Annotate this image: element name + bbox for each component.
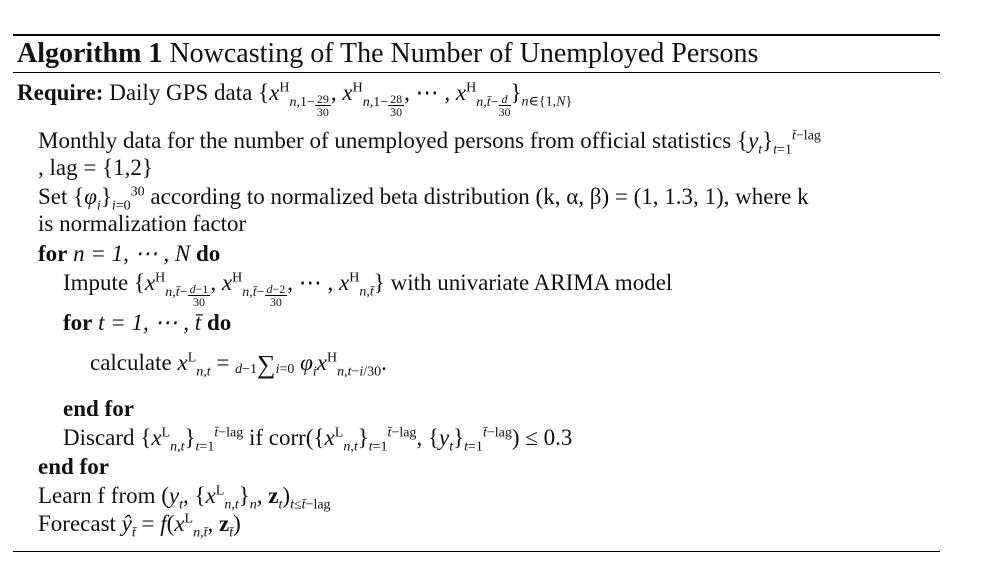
require-text: Daily GPS data bbox=[109, 80, 253, 105]
discard-formula-b: $\{x^L_{n,t}\}_{t=1}^{t̄-lag}$, $\{y_t\}_{t=1}^{t̄-lag}$ bbox=[313, 425, 512, 455]
monthly-text: Monthly data for the number of unemployed persons from official statistics bbox=[38, 128, 732, 153]
require-formula: {$x^H_{n,1- \frac{29}{30}}$ , $x^H_{n,1- \frac{28}{30}}$ , ⋯ , $x^H_{n,t̄- \frac{d}{30}}$ }$_{n\in\{1,N\}}$ bbox=[258, 80, 573, 119]
algorithm-label: Algorithm 1 bbox=[17, 38, 163, 69]
algorithm-name: Nowcasting of The Number of Unemployed Persons bbox=[169, 38, 759, 69]
algorithm-title bbox=[13, 36, 940, 72]
for-t-range: t = 1, ⋯ , t̄ bbox=[98, 310, 202, 335]
for-keyword: for bbox=[38, 241, 68, 266]
impute-text: with univariate ARIMA model bbox=[390, 270, 673, 295]
line-discard bbox=[63, 424, 573, 455]
require-keyword: Require: bbox=[17, 80, 104, 105]
endfor-keyword-outer: end for bbox=[38, 454, 109, 479]
bottom-rule bbox=[13, 551, 940, 552]
line-require bbox=[17, 79, 572, 118]
discard-threshold: ) ≤ 0.3 bbox=[511, 425, 573, 450]
line-set bbox=[38, 183, 809, 214]
line-for-t bbox=[63, 309, 231, 337]
do-keyword: do bbox=[196, 241, 221, 266]
for-keyword-inner: for bbox=[63, 310, 93, 335]
line-calculate bbox=[90, 349, 387, 380]
line-monthly bbox=[38, 127, 821, 158]
algorithm-box bbox=[13, 34, 940, 552]
line-lag bbox=[38, 154, 153, 182]
impute-keyword: Impute bbox=[63, 270, 129, 295]
line-impute bbox=[63, 269, 672, 308]
line-endfor-inner bbox=[63, 395, 134, 423]
calculate-keyword: calculate bbox=[90, 350, 172, 375]
monthly-formula: $\{y_t\}_{t=1}^{t̄-lag}$ bbox=[737, 128, 821, 158]
line-for-n bbox=[38, 240, 220, 268]
endfor-keyword-inner: end for bbox=[63, 396, 134, 421]
discard-if: if corr( bbox=[248, 425, 314, 450]
set-keyword: Set bbox=[38, 184, 68, 209]
set-text-cont: is normalization factor bbox=[38, 211, 247, 236]
line-endfor-outer bbox=[38, 453, 109, 481]
line-learn bbox=[38, 482, 331, 513]
line-set-cont bbox=[38, 210, 246, 238]
discard-keyword: Discard bbox=[63, 425, 135, 450]
for-n-range: n = 1, ⋯ , N bbox=[73, 241, 191, 266]
learn-formula: ($y_t$, $\{x^L_{n,t}\}_n$, $z_t)_{t\le t̄-lag}$ bbox=[161, 483, 331, 513]
forecast-formula: $ŷ_{t̄} = f(x^L_{n,t̄}$, $z_{t̄}$) bbox=[121, 511, 241, 541]
forecast-text: Forecast bbox=[38, 511, 116, 536]
set-formula: $\{\varphi_i\}_{i=0}^{30}$ bbox=[73, 184, 145, 214]
algorithm-body bbox=[13, 73, 940, 551]
impute-formula: {$x^H_{n,t̄- \frac{d-1}{30}}$ , $x^H_{n,t̄- \frac{d-2}{30}}$ , ⋯ , $x^H_{n,t̄}$} bbox=[133, 270, 385, 309]
learn-text: Learn f from bbox=[38, 483, 156, 508]
do-keyword-inner: do bbox=[206, 310, 232, 335]
discard-formula-a: $\{x^L_{n,t}\}_{t=1}^{t̄-lag}$ bbox=[140, 425, 244, 455]
set-text: according to normalized beta distribution (k, α, β) = (1, 1.3, 1), where k bbox=[150, 184, 809, 209]
lag-text: , lag = {1,2} bbox=[38, 155, 153, 180]
calculate-formula: $x^L_{n,t} = d-1\sum i=0$ $\varphi_ix^H_{n,t-i/30}$. bbox=[177, 349, 387, 380]
line-forecast bbox=[38, 510, 241, 541]
